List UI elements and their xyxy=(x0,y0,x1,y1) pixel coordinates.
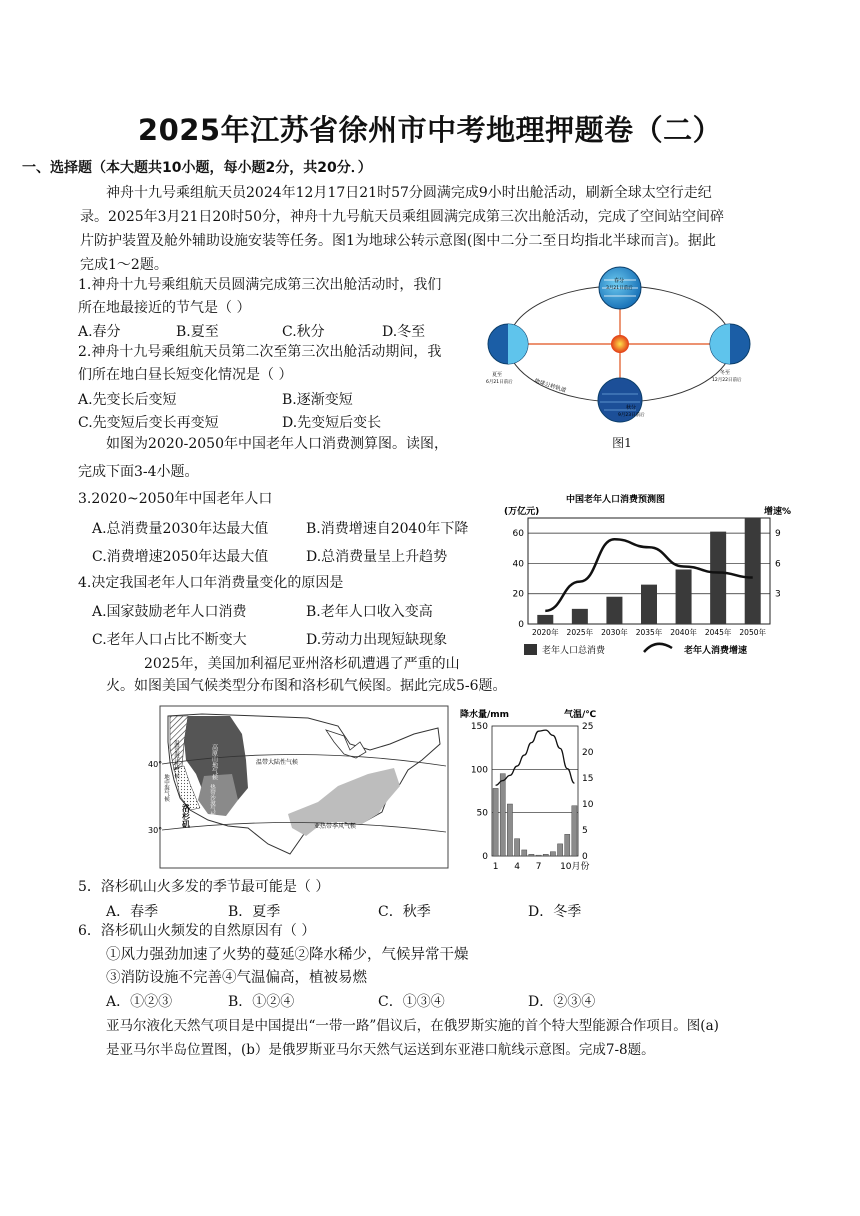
precip-bar xyxy=(536,855,541,856)
q6-option-b[interactable]: B．①②④ xyxy=(228,994,295,1010)
q2-option-a[interactable]: A.先变长后变短 xyxy=(78,392,177,408)
q2-stem-2: 们所在地白昼长短变化情况是（ ） xyxy=(78,367,293,383)
precip-bar xyxy=(572,806,577,856)
precip-bar xyxy=(500,774,505,856)
sun-icon xyxy=(611,335,629,353)
y-tick-label: 60 xyxy=(512,529,524,540)
intro1-line1: 神舟十九号乘组航天员2024年12月17日21时57分圆满完成9小时出舱活动，刷新全球太空行走纪 xyxy=(106,185,712,201)
q2-stem-1: 2.神舟十九号乘组航天员第二次至第三次出舱活动期间，我 xyxy=(78,344,442,360)
autumn-label: 秋分 xyxy=(626,405,637,411)
fig1-caption: 图1 xyxy=(612,436,632,450)
q6-statement-2: ③消防设施不完善④气温偏高，植被易燃 xyxy=(106,970,367,986)
climate-y2label: 气温/℃ xyxy=(564,710,597,720)
chart-y2label: 增速% xyxy=(764,507,792,517)
q2-option-b[interactable]: B.逐渐变短 xyxy=(282,392,353,408)
legend-bar-label: 老年人口总消费 xyxy=(542,646,606,656)
page-title: 2025年江苏省徐州市中考地理押题卷（二） xyxy=(137,113,723,147)
q2-option-c[interactable]: C.先变短后变长再变短 xyxy=(78,415,219,431)
q5-option-b[interactable]: B．夏季 xyxy=(228,904,281,920)
precip-tick-label: 100 xyxy=(470,765,488,776)
x-tick-label: 2050年 xyxy=(739,628,767,637)
q3-stem: 3.2020~2050年中国老年人口 xyxy=(78,491,273,507)
summer-date: 6月21日前后 xyxy=(486,380,513,385)
intro2-line1: 如图为2020-2050年中国老年人口消费测算图。读图， xyxy=(106,436,448,452)
q6-stem: 6．洛杉矶山火频发的自然原因有（ ） xyxy=(78,923,316,939)
y2-tick-label: 6 xyxy=(775,559,781,570)
q3-option-d[interactable]: D.总消费量呈上升趋势 xyxy=(306,549,448,565)
intro4-line2: 是亚马尔半岛位置图，(b）是俄罗斯亚马尔天然气运送到东亚港口航线示意图。完成7-8题。 xyxy=(106,1042,655,1058)
q4-option-b[interactable]: B.老年人口收入变高 xyxy=(306,604,433,620)
precip-bar xyxy=(493,788,498,856)
summer-label: 夏至 xyxy=(492,372,503,378)
q4-option-d[interactable]: D.劳动力出现短缺现象 xyxy=(306,632,448,648)
q5-option-d[interactable]: D．冬季 xyxy=(528,904,582,920)
q3-option-b[interactable]: B.消费增速自2040年下降 xyxy=(306,521,469,537)
q1-option-a[interactable]: A.春分 xyxy=(78,324,121,340)
x-tick-label: 2025年 xyxy=(566,628,594,637)
precip-bar xyxy=(557,844,562,856)
temp-line xyxy=(496,730,575,785)
q5-stem: 5．洛杉矶山火多发的季节最可能是（ ） xyxy=(78,879,330,895)
earth-orbit-figure xyxy=(484,258,756,428)
us-climate-map xyxy=(138,704,452,874)
precip-bar xyxy=(543,854,548,856)
bar-consumption xyxy=(537,615,553,624)
intro1-line4: 完成1～2题。 xyxy=(80,257,168,273)
y2-tick-label: 3 xyxy=(775,589,781,600)
lat-30-label: 30° xyxy=(148,826,163,835)
intro4-line1: 亚马尔液化天然气项目是中国提出“一带一路”倡议后，在俄罗斯实施的首个特大型能源合作项目。图(a) xyxy=(106,1018,719,1034)
precip-tick-label: 0 xyxy=(482,852,488,862)
intro3-line1: 2025年，美国加利福尼亚州洛杉矶遭遇了严重的山 xyxy=(144,656,460,672)
bar-consumption xyxy=(572,609,588,624)
q1-stem-1: 1.神舟十九号乘组航天员圆满完成第三次出舱活动时，我们 xyxy=(78,277,442,293)
q3-option-a[interactable]: A.总消费量2030年达最大值 xyxy=(92,521,269,537)
legend-line-swatch xyxy=(644,644,672,652)
x-tick-label: 2020年 xyxy=(531,628,559,637)
label-mediterranean: 地中海气候 xyxy=(163,774,169,802)
label-subtropical: 亚热带季风气候 xyxy=(314,823,357,830)
q5-option-a[interactable]: A．春季 xyxy=(106,904,159,920)
bar-consumption xyxy=(745,518,761,624)
lat-40-label: 40° xyxy=(148,760,163,769)
spring-date: 3月21日前后 xyxy=(606,286,633,291)
section-heading: 一、选择题（本大题共10小题，每小题2分，共20分．） xyxy=(22,160,372,176)
precip-bar xyxy=(550,852,555,856)
month-tick-label: 10月份 xyxy=(560,862,590,872)
x-tick-label: 2035年 xyxy=(635,628,663,637)
precip-tick-label: 50 xyxy=(476,808,488,819)
q4-stem: 4.决定我国老年人口年消费量变化的原因是 xyxy=(78,575,344,591)
q2-option-d[interactable]: D.先变短后变长 xyxy=(282,415,382,431)
q4-option-a[interactable]: A.国家鼓励老年人口消费 xyxy=(92,604,247,620)
precip-bar xyxy=(507,804,512,856)
y-tick-label: 0 xyxy=(518,620,524,630)
y-tick-label: 40 xyxy=(512,559,524,570)
month-tick-label: 1 xyxy=(492,862,499,872)
month-tick-label: 7 xyxy=(535,862,542,872)
precip-bar xyxy=(522,850,527,856)
q1-stem-2: 所在地最接近的节气是（ ） xyxy=(78,300,251,316)
x-tick-label: 2045年 xyxy=(704,628,732,637)
x-tick-label: 2040年 xyxy=(670,628,697,637)
orbit-label: 地球公转轨道 xyxy=(533,378,567,395)
month-tick-label: 4 xyxy=(514,862,520,872)
precip-tick-label: 150 xyxy=(470,722,488,732)
chart-ylabel: (万亿元) xyxy=(504,507,540,517)
q6-option-d[interactable]: D．②③④ xyxy=(528,994,596,1010)
q4-option-c[interactable]: C.老年人口占比不断变大 xyxy=(92,632,247,648)
intro3-line2: 火。如图美国气候类型分布图和洛杉矶气候图。据此完成5-6题。 xyxy=(106,678,507,694)
label-highland: 高原山地气候 xyxy=(210,744,218,780)
chart-title: 中国老年人口消费预测图 xyxy=(566,495,666,505)
q6-option-a[interactable]: A．①②③ xyxy=(106,994,173,1010)
precip-bar xyxy=(514,839,519,856)
bar-consumption xyxy=(606,597,622,624)
q1-option-c[interactable]: C.秋分 xyxy=(282,324,325,340)
temp-tick-label: 0 xyxy=(582,852,588,862)
legend-bar-swatch xyxy=(524,644,537,655)
label-continental: 温带大陆性气候 xyxy=(256,759,299,766)
bar-consumption xyxy=(641,585,657,624)
q1-option-d[interactable]: D.冬至 xyxy=(382,324,426,340)
q6-statement-1: ①风力强劲加速了火势的蔓延②降水稀少，气候异常干燥 xyxy=(106,947,469,963)
precip-bar xyxy=(529,854,534,856)
label-los-angeles: 洛杉矶 xyxy=(181,804,191,828)
y2-tick-label: 9 xyxy=(775,529,781,540)
consumption-chart xyxy=(494,488,810,668)
label-marine: 温带海洋性气候 xyxy=(173,740,179,779)
intro1-line2: 录。2025年3月21日20时50分，神舟十九号航天员乘组圆满完成第三次出舱活动，完成了空间站空间碎 xyxy=(80,209,724,225)
temp-tick-label: 20 xyxy=(582,748,594,758)
temp-tick-label: 15 xyxy=(582,774,594,784)
label-desert: 热带沙漠气候 xyxy=(209,784,215,817)
temp-tick-label: 5 xyxy=(582,826,588,836)
bar-consumption xyxy=(676,569,692,624)
spring-label: 春分 xyxy=(614,278,625,284)
intro1-line3: 片防护装置及舱外辅助设施安装等任务。图1为地球公转示意图(图中二分二至日均指北半球而言)。据此 xyxy=(80,233,716,249)
precip-bar xyxy=(565,834,570,856)
bar-consumption xyxy=(710,532,726,624)
q1-option-b[interactable]: B.夏至 xyxy=(176,324,219,340)
q6-option-c[interactable]: C．①③④ xyxy=(378,994,445,1010)
q3-option-c[interactable]: C.消费增速2050年达最大值 xyxy=(92,549,269,565)
winter-label: 冬至 xyxy=(720,370,731,376)
intro2-line2: 完成下面3-4小题。 xyxy=(78,464,199,480)
la-climate-chart xyxy=(456,704,606,874)
y-tick-label: 20 xyxy=(512,589,524,600)
x-tick-label: 2030年 xyxy=(601,628,628,637)
climate-ylabel: 降水量/mm xyxy=(460,710,510,720)
temp-tick-label: 10 xyxy=(582,800,594,810)
legend-line-label: 老年人消费增速 xyxy=(684,646,748,656)
autumn-date: 9月23日前后 xyxy=(618,413,645,418)
winter-date: 12月22日前后 xyxy=(712,378,742,383)
temp-tick-label: 25 xyxy=(582,722,594,732)
q5-option-c[interactable]: C．秋季 xyxy=(378,904,431,920)
